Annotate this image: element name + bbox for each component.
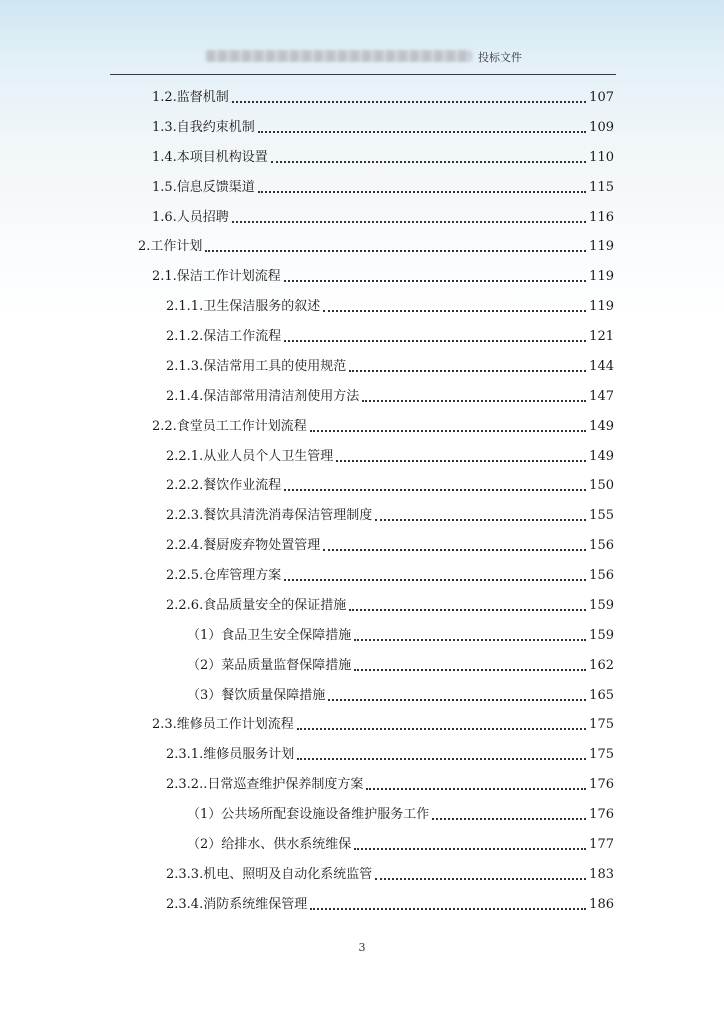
toc-leader-dots: [284, 340, 586, 342]
toc-entry[interactable]: [187, 625, 614, 645]
toc-entry[interactable]: [152, 117, 614, 137]
toc-entry-label: 2.工作计划: [138, 239, 203, 255]
toc-entry[interactable]: [187, 685, 614, 705]
toc-entry-page: 159: [589, 627, 614, 643]
toc-entry-page: 121: [589, 329, 614, 345]
toc-entry-page: 109: [589, 119, 614, 135]
toc-entry-label: 2.1.4.保洁部常用清洁剂使用方法: [166, 388, 360, 404]
toc-entry[interactable]: [187, 655, 614, 675]
toc-entry-label: （2）给排水、供水系统维保: [187, 837, 352, 852]
toc-entry-page: 156: [589, 538, 614, 554]
toc-leader-dots: [310, 908, 586, 910]
toc-entry-label: （1）公共场所配套设施设备维护服务工作: [187, 807, 430, 823]
toc-entry[interactable]: [166, 535, 614, 555]
redacted-project-name: [206, 50, 472, 62]
toc-entry[interactable]: [166, 356, 614, 376]
toc-entry-page: 159: [589, 597, 614, 613]
toc-entry-page: 186: [589, 896, 614, 912]
toc-entry-label: 2.1.2.保洁工作流程: [166, 329, 282, 345]
toc-entry-label: 2.2.食堂员工工作计划流程: [152, 418, 307, 434]
toc-leader-dots: [323, 549, 586, 551]
toc-entry[interactable]: [152, 87, 614, 107]
toc-entry[interactable]: [138, 236, 614, 256]
toc-entry-page: 119: [589, 269, 614, 285]
toc-entry[interactable]: [166, 386, 614, 406]
toc-entry-page: 183: [589, 866, 614, 882]
toc-entry-page: 176: [589, 807, 614, 823]
toc-entry-label: 2.2.6.食品质量安全的保证措施: [166, 597, 347, 613]
toc-entry-label: 2.3.2..日常巡查维护保养制度方案: [166, 777, 364, 793]
toc-entry[interactable]: [166, 774, 614, 794]
toc-entry-label: 1.4.本项目机构设置: [152, 149, 268, 165]
toc-leader-dots: [354, 848, 586, 850]
toc-leader-dots: [297, 758, 586, 760]
toc-leader-dots: [366, 788, 586, 790]
toc-entry-page: 162: [589, 657, 614, 673]
toc-leader-dots: [232, 221, 586, 223]
toc-entry[interactable]: [187, 834, 614, 854]
toc-leader-dots: [284, 489, 586, 491]
toc-entry-page: 110: [589, 149, 614, 165]
toc-leader-dots: [362, 400, 586, 402]
toc-leader-dots: [375, 878, 586, 880]
toc-leader-dots: [271, 161, 586, 163]
toc-entry[interactable]: [166, 864, 614, 884]
toc-entry-label: 2.2.3.餐饮具清洗消毒保洁管理制度: [166, 508, 373, 524]
toc-entry-page: 175: [589, 717, 614, 733]
toc-leader-dots: [432, 818, 586, 820]
toc-leader-dots: [349, 370, 586, 372]
toc-entry-page: 175: [589, 747, 614, 763]
toc-entry-page: 149: [589, 418, 614, 434]
page-number: 3: [358, 941, 366, 954]
page-header: [110, 40, 616, 75]
toc-entry[interactable]: [166, 446, 614, 466]
toc-entry-page: 119: [589, 239, 614, 255]
toc-entry-label: 1.2.监督机制: [152, 90, 229, 105]
toc-entry[interactable]: [166, 744, 614, 764]
toc-leader-dots: [336, 460, 586, 462]
toc-leader-dots: [205, 250, 586, 252]
toc-entry-page: 149: [589, 448, 614, 464]
toc-entry-page: 116: [589, 209, 614, 225]
toc-entry-label: （1）食品卫生安全保障措施: [187, 627, 352, 643]
toc-entry[interactable]: [152, 714, 614, 734]
toc-leader-dots: [375, 519, 586, 521]
toc-leader-dots: [297, 728, 586, 730]
toc-entry[interactable]: [166, 296, 614, 316]
toc-entry-label: 1.5.信息反馈渠道: [152, 179, 255, 195]
toc-leader-dots: [258, 131, 586, 133]
toc-leader-dots: [328, 699, 586, 701]
toc-entry-label: 2.3.维修员工作计划流程: [152, 717, 294, 733]
toc-entry-label: （3）餐饮质量保障措施: [187, 687, 326, 703]
toc-entry-label: 2.2.5.仓库管理方案: [166, 568, 282, 584]
toc-leader-dots: [232, 101, 586, 103]
header-title: 投标文件: [478, 51, 522, 64]
toc-leader-dots: [284, 280, 586, 282]
toc-entry-label: 2.3.4.消防系统维保管理: [166, 896, 308, 912]
toc-entry-label: 2.1.1.卫生保洁服务的叙述: [166, 299, 321, 315]
toc-entry[interactable]: [166, 894, 614, 914]
toc-entry-label: 2.3.3.机电、照明及自动化系统监管: [166, 866, 373, 882]
toc-entry-label: （2）菜品质量监督保障措施: [187, 657, 352, 673]
toc-leader-dots: [323, 310, 586, 312]
toc-entry[interactable]: [166, 505, 614, 525]
toc-entry-page: 176: [589, 777, 614, 793]
toc-entry[interactable]: [152, 207, 614, 227]
toc-entry-page: 107: [589, 90, 614, 105]
toc-entry[interactable]: [187, 804, 614, 824]
toc-leader-dots: [258, 191, 586, 193]
toc-entry-label: 1.3.自我约束机制: [152, 119, 255, 135]
toc-entry-label: 2.1.保洁工作计划流程: [152, 269, 281, 285]
toc-entry[interactable]: [152, 147, 614, 167]
toc-entry-page: 119: [589, 299, 614, 315]
toc-entry-label: 2.3.1.维修员服务计划: [166, 747, 295, 763]
toc-leader-dots: [284, 579, 586, 581]
toc-entry[interactable]: [166, 565, 614, 585]
toc-entry-page: 150: [589, 478, 614, 494]
toc-entry-page: 177: [589, 837, 614, 852]
toc-entry-page: 155: [589, 508, 614, 524]
toc-entry-page: 115: [589, 179, 614, 195]
toc-entry-page: 144: [589, 358, 614, 374]
toc-entry[interactable]: [166, 475, 614, 495]
toc-entry-page: 165: [589, 687, 614, 703]
toc-entry-label: 2.2.2.餐饮作业流程: [166, 478, 282, 494]
toc-entry-label: 2.2.1.从业人员个人卫生管理: [166, 448, 334, 464]
toc-entry[interactable]: [166, 326, 614, 346]
toc-entry-label: 1.6.人员招聘: [152, 209, 229, 225]
toc-entry-page: 156: [589, 568, 614, 584]
toc-entry-page: 147: [589, 388, 614, 404]
toc-entry[interactable]: [152, 266, 614, 286]
toc-leader-dots: [354, 669, 586, 671]
toc-entry-label: 2.1.3.保洁常用工具的使用规范: [166, 358, 347, 374]
toc-entry[interactable]: [166, 595, 614, 615]
toc-entry[interactable]: [152, 416, 614, 436]
toc-leader-dots: [349, 609, 586, 611]
toc-entry[interactable]: [152, 177, 614, 197]
toc-entry-label: 2.2.4.餐厨废弃物处置管理: [166, 538, 321, 554]
toc-leader-dots: [354, 639, 586, 641]
toc-leader-dots: [310, 430, 586, 432]
